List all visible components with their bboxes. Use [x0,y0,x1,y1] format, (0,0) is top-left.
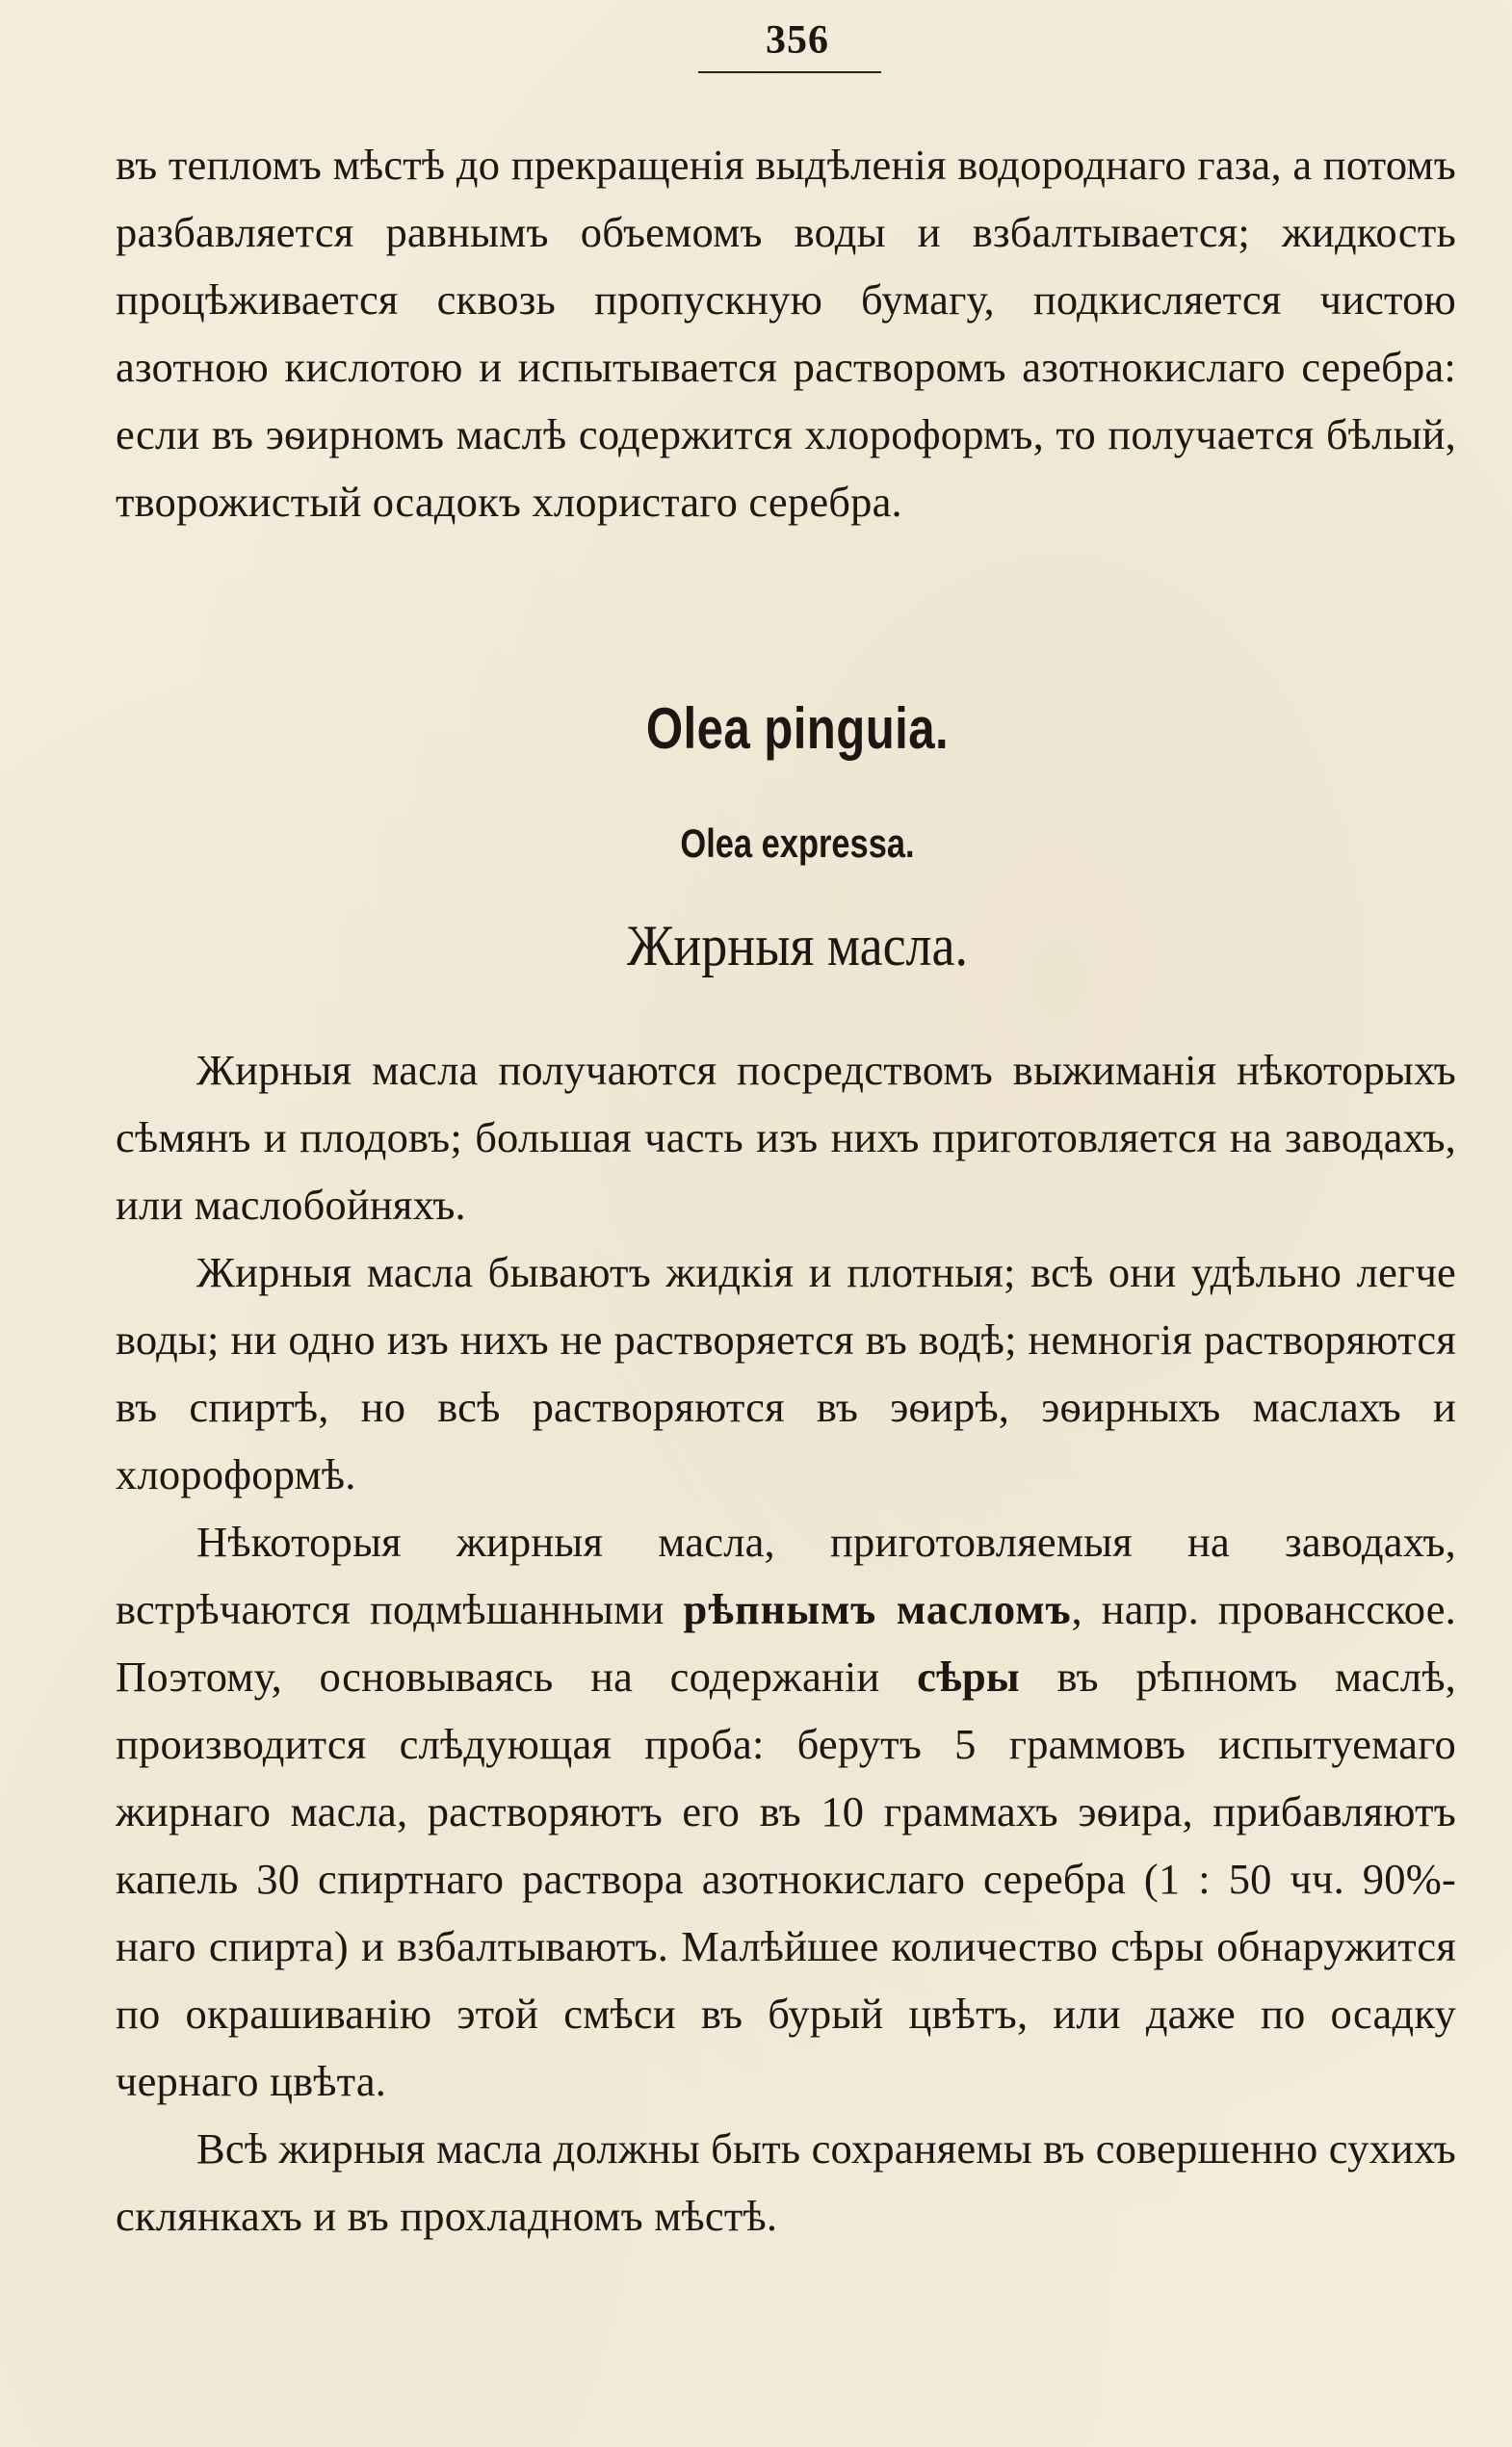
body-text [116,1036,1456,2250]
section-subtitle: Olea expressa. [680,820,915,866]
paragraph-2: Жирныя масла бываютъ жидкія и плотныя; всѣ они удѣльно легче воды; ни одно изъ нихъ не растворяется въ водѣ; немногія растворяются въ спиртѣ, но всѣ растворяются въ эѳирѣ, эѳирныхъ маслахъ и хлороформѣ. [116,1248,1456,1498]
paragraph-3-text-c: въ рѣпномъ маслѣ, производится слѣдующая проба: берутъ 5 граммовъ испытуемаго жирнаго масла, растворяютъ его въ 10 граммахъ эѳира, прибавляютъ капель 30 спиртнаго раствора азотнокислаго серебра (1 : 50 чч. 90%-наго спирта) и взбалтываютъ. Малѣйшее количество сѣры обнаружится по окрашиванію этой смѣси въ бурый цвѣтъ, или даже по осадку чернаго цвѣта. [116,1653,1457,2105]
sulfur-term: сѣры [917,1653,1020,1701]
page-number: 356 [766,18,829,63]
rapeseed-oil-term: рѣпнымъ масломъ [683,1585,1072,1633]
paragraph-3 [116,1508,1456,2115]
continuation-paragraph: въ тепломъ мѣстѣ до прекращенія выдѣленія водороднаго газа, а потомъ разбавляется равнымъ объемомъ воды и взбалтывается; жидкость процѣживается сквозь пропускную бумагу, подкисляется чистою азотною кислотою и испытывается растворомъ азотнокислаго серебра: если въ эѳирномъ маслѣ содержится хлороформъ, то получается бѣлый, творожистый осадокъ хлористаго серебра. [116,141,1456,526]
continuation-block [116,131,1456,535]
section-title: Olea pinguia. [645,696,950,761]
paragraph-3-text-a: Нѣкоторыя жирныя масла, приготовляемыя на заводахъ, встрѣчаются подмѣшанными [116,1518,1456,1633]
section-russian-title: Жирныя масла. [627,914,968,977]
paragraph-3-text-b: , напр. провансское. Поэтому, основываясь на содержаніи [116,1585,1457,1701]
paragraph-1: Жирныя масла получаются посредствомъ выжиманія нѣкоторыхъ сѣмянъ и плодовъ; большая часть изъ нихъ приготовляется на заводахъ, или маслобойняхъ. [116,1046,1456,1229]
paragraph-4: Всѣ жирныя масла должны быть сохраняемы въ совершенно сухихъ склянкахъ и въ прохладномъ мѣстѣ. [116,2124,1456,2240]
page-number-rule [698,71,881,73]
